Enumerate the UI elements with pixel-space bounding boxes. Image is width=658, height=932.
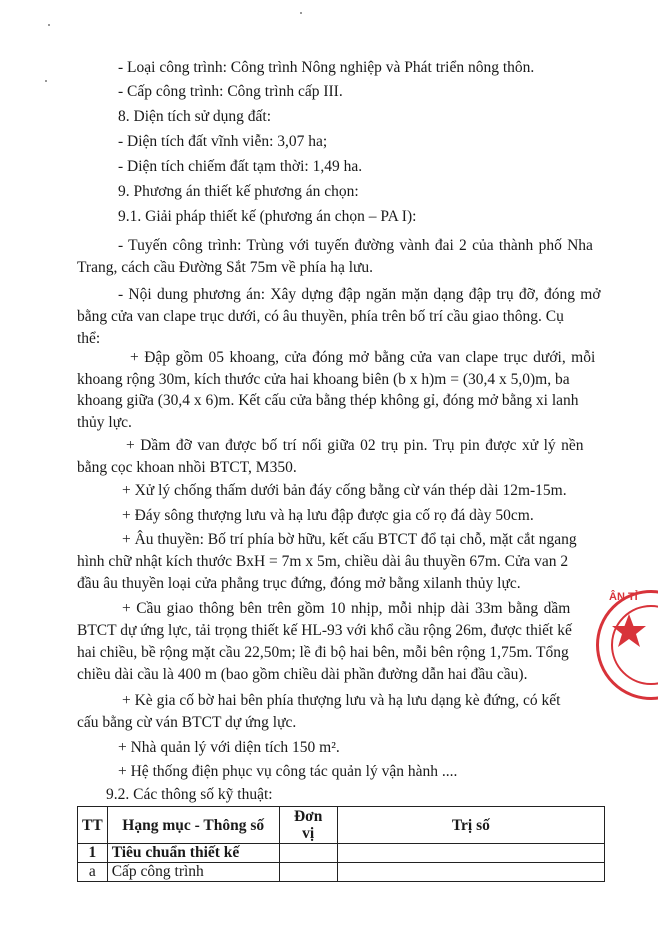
cell-item: Tiêu chuẩn thiết kế: [107, 844, 279, 863]
text-line: bằng cọc khoan nhồi BTCT, M350.: [77, 459, 297, 476]
text-line: + Nhà quản lý với diện tích 150 m².: [118, 739, 340, 756]
scan-speck: [45, 80, 47, 82]
text-line: - Diện tích đất vĩnh viễn: 3,07 ha;: [118, 133, 328, 150]
text-line: hai chiều, bề rộng mặt cầu 22,50m; lề đi bộ hai bên, mỗi bên rộng 1,75m. Tổng: [77, 644, 569, 661]
spec-table: [77, 806, 605, 882]
text-line: cấu bằng cừ ván BTCT dự ứng lực.: [77, 714, 297, 731]
text-line: + Cầu giao thông bên trên gồm 10 nhịp, mỗi nhịp dài 33m bằng dầm: [122, 600, 571, 617]
scan-speck: [300, 12, 302, 14]
text-line: bằng cửa van clape trục dưới, có âu thuyền, phía trên bố trí cầu giao thông. Cụ: [77, 308, 564, 325]
text-line: khoang rộng 30m, kích thước cửa hai khoang biên (b x h)m = (30,4 x 5,0)m, ba: [77, 371, 570, 388]
header-value: Trị số: [337, 807, 604, 844]
star-icon: [609, 611, 649, 651]
text-line: Trang, cách cầu Đường Sắt 75m về phía hạ lưu.: [77, 259, 374, 276]
text-line: - Tuyến công trình: Trùng với tuyến đường vành đai 2 của thành phố Nha: [118, 237, 593, 254]
header-unit-line2: vị: [302, 825, 315, 842]
cell-unit: [279, 863, 337, 882]
text-line: - Diện tích chiếm đất tạm thời: 1,49 ha.: [118, 158, 363, 175]
text-line: + Đáy sông thượng lưu và hạ lưu đập được gia cố rọ đá dày 50cm.: [122, 507, 534, 524]
text-line: khoang giữa (30,4 x 6)m. Kết cấu cửa bằng thép không gỉ, đóng mở bằng xi lanh: [77, 392, 579, 409]
section-heading: 9. Phương án thiết kế phương án chọn:: [118, 183, 359, 200]
section-heading: 8. Diện tích sử dụng đất:: [118, 108, 272, 125]
header-unit-line1: Đơn: [293, 808, 323, 825]
text-line: + Kè gia cố bờ hai bên phía thượng lưu và hạ lưu dạng kè đứng, có kết: [122, 692, 561, 709]
text-line: + Hệ thống điện phục vụ công tác quản lý vận hành ....: [118, 763, 458, 780]
text-line: hình chữ nhật kích thước BxH = 7m x 5m, chiều dài âu thuyền 67m. Cửa van 2: [77, 553, 569, 570]
table-row: [78, 863, 605, 882]
subsection-heading: 9.2. Các thông số kỹ thuật:: [106, 786, 273, 803]
header-tt: TT: [78, 807, 108, 844]
cell-value: [337, 844, 604, 863]
text-line: - Loại công trình: Công trình Nông nghiệp và Phát triển nông thôn.: [118, 59, 535, 76]
subsection-heading: 9.1. Giải pháp thiết kế (phương án chọn – PA I):: [118, 208, 417, 225]
cell-item: Cấp công trình: [107, 863, 279, 882]
text-line: chiều dài cầu là 400 m (bao gồm chiều dài phần đường dẫn hai đầu cầu).: [77, 666, 528, 683]
text-line: + Âu thuyền: Bố trí phía bờ hữu, kết cấu BTCT đổ tại chỗ, mặt cắt ngang: [122, 531, 577, 548]
header-unit: [279, 807, 337, 844]
text-line: + Dầm đỡ van được bố trí nối giữa 02 trụ pin. Trụ pin được xử lý nền: [126, 437, 584, 454]
text-line: - Nội dung phương án: Xây dựng đập ngăn mặn dạng đập trụ đỡ, đóng mở: [118, 286, 601, 303]
table-header-row: [78, 807, 605, 844]
text-line: + Xử lý chống thấm dưới bản đáy cống bằng cừ ván thép dài 12m-15m.: [122, 482, 567, 499]
text-line: - Cấp công trình: Công trình cấp III.: [118, 83, 343, 100]
text-line: thủy lực.: [77, 414, 132, 431]
cell-tt: 1: [78, 844, 108, 863]
table-row: [78, 844, 605, 863]
seal-text: ÂN TỈ: [609, 591, 638, 603]
scan-speck: [48, 24, 50, 26]
header-item: Hạng mục - Thông số: [107, 807, 279, 844]
text-line: + Đập gồm 05 khoang, cửa đóng mở bằng cửa van clape trục dưới, mỗi: [130, 349, 596, 366]
text-line: thể:: [77, 330, 101, 347]
official-seal: [596, 590, 658, 700]
text-line: đầu âu thuyền loại cửa phẳng trục đứng, đóng mở bằng xilanh thủy lực.: [77, 575, 521, 592]
text-line: BTCT dự ứng lực, tải trọng thiết kế HL-93 với khổ cầu rộng 26m, được thiết kế: [77, 622, 572, 639]
cell-unit: [279, 844, 337, 863]
cell-value: [337, 863, 604, 882]
cell-tt: a: [78, 863, 108, 882]
